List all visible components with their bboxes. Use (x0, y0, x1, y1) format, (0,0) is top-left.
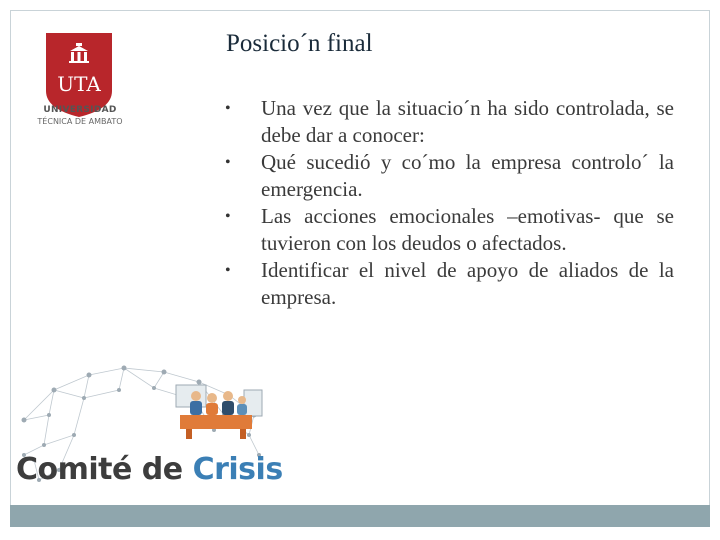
logo-university-line: UNIVERSIDAD (43, 105, 117, 115)
footer-bar (10, 505, 710, 527)
logo-school-line: TÉCNICA DE AMBATO (37, 117, 123, 126)
bullet-dot-icon: • (225, 154, 231, 171)
bullet-text: Qué sucedió y co´mo la empresa controlo´ la emergencia. (261, 150, 674, 201)
bullet-text: Identificar el nivel de apoyo de aliados de la empresa. (261, 258, 674, 309)
bullet-list (222, 95, 674, 311)
label-crisis-part: Crisis (192, 452, 283, 487)
university-logo (24, 14, 134, 134)
bullet-dot-icon: • (225, 262, 231, 279)
bullet-item (222, 95, 674, 149)
bullet-dot-icon: • (225, 208, 231, 225)
crisis-committee-label (16, 452, 283, 487)
bullet-item (222, 149, 674, 203)
label-committee-part: Comité de (16, 452, 193, 487)
bullet-item (222, 203, 674, 257)
slide-title: Posicio´n final (226, 30, 373, 57)
bullet-text: Una vez que la situacio´n ha sido controlada, se debe dar a conocer: (261, 96, 674, 147)
bullet-dot-icon: • (225, 100, 231, 117)
logo-acronym: UTA (57, 72, 101, 96)
bullet-text: Las acciones emocionales –emotivas- que se tuvieron con los deudos o afectados. (261, 204, 674, 255)
bullet-item (222, 257, 674, 311)
